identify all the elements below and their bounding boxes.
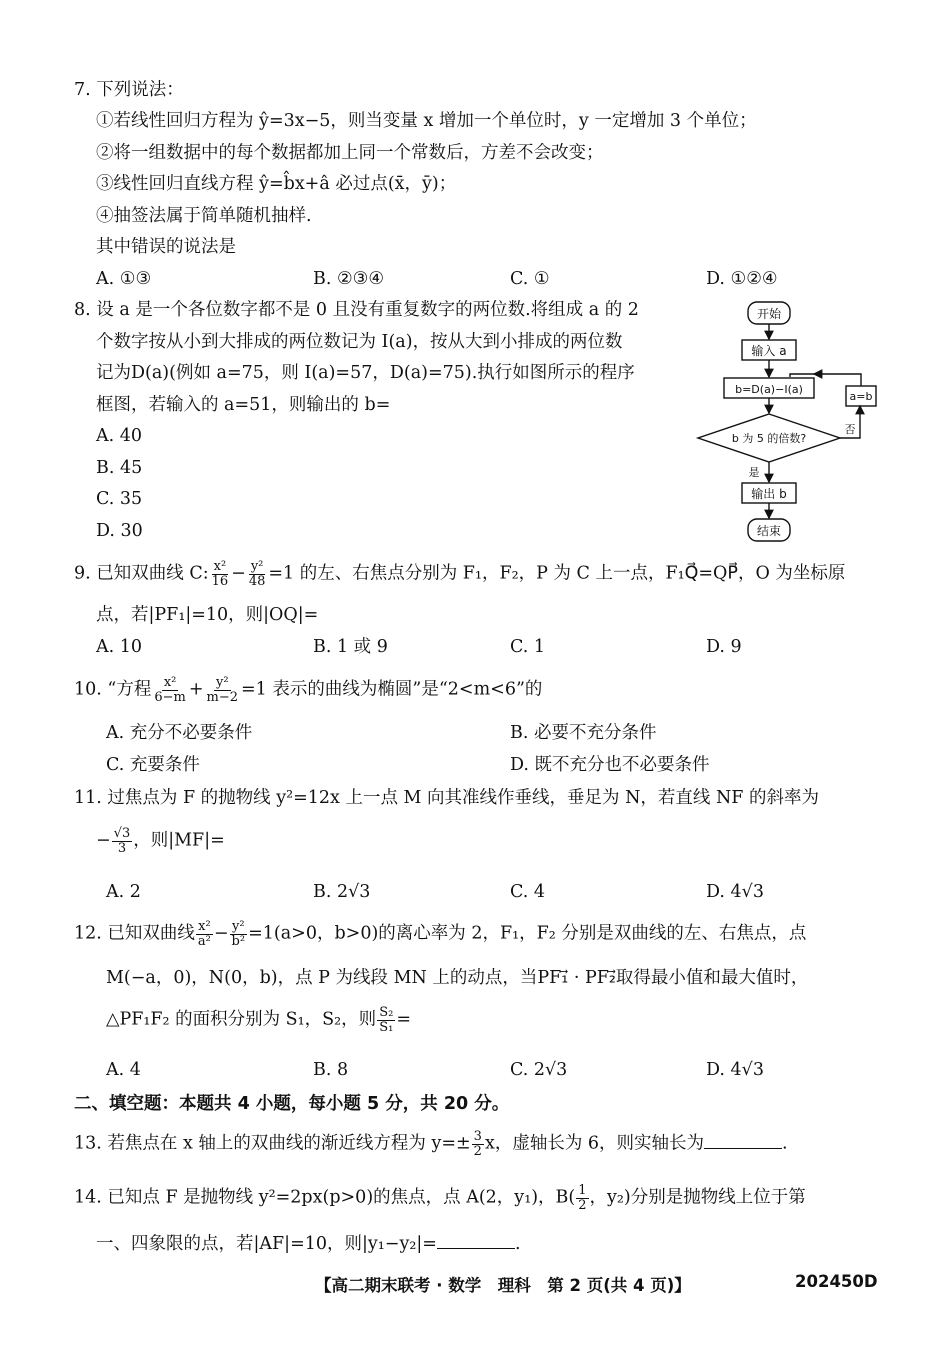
q11-option-b: B. 2√3	[313, 882, 371, 902]
q8-option-a: A. 40	[96, 426, 143, 446]
q11-option-d: D. 4√3	[706, 882, 764, 902]
q10-fraction-1: $\frac{\text{x²}}{6-m}$	[154, 675, 186, 705]
q11-line-1: 11. 过焦点为 F 的抛物线 y²=12x 上一点 M 向其准线作垂线，垂足为 N，若直线 NF 的斜率为	[74, 788, 819, 808]
flow-start-label: 开始	[756, 307, 782, 321]
q12-option-c: C. 2√3	[510, 1060, 568, 1080]
q14-fraction: $\frac{1}{2}$	[578, 1183, 587, 1213]
flow-end-label: 结束	[756, 524, 782, 538]
q8-flowchart	[690, 292, 890, 552]
q7-option-d: D. ①②④	[706, 269, 778, 289]
q10-option-c: C. 充要条件	[106, 755, 200, 775]
section-heading: 二、填空题：本题共 4 小题，每小题 5 分，共 20 分。	[74, 1094, 510, 1114]
q9-fraction-2: $\frac{\text{y²}}{48}$	[248, 559, 266, 589]
q12-line-3: △PF₁F₂ 的面积分别为 S₁，S₂，则 $\frac{\text{S₂}}{\text{S₁}}$ =	[106, 1005, 411, 1035]
q10-option-a: A. 充分不必要条件	[106, 723, 253, 743]
q11-line-2: − $\frac{√3}{3}$ ，则|MF|=	[96, 826, 225, 856]
q12-line-1: 12. 已知双曲线 $\frac{\text{x²}}{\text{a²}}$ − $\frac{\text{y²}}{\text{b²}}$ =1(a>0，b>0)的离心率为 2，F₁，F₂ 分别是双曲线的左、右焦点，点	[74, 919, 807, 949]
q7-question: 其中错误的说法是	[96, 237, 236, 257]
q12-option-b: B. 8	[313, 1060, 349, 1080]
q10-option-d: D. 既不充分也不必要条件	[510, 755, 710, 775]
q7-statement-3: ③线性回归直线方程 ŷ=b̂x+â 必过点(x̄，ȳ)；	[96, 174, 457, 194]
flow-yes-label: 是	[748, 466, 760, 479]
q7-statement-4: ④抽签法属于简单随机抽样.	[96, 206, 312, 226]
flow-decision-label: b 为 5 的倍数?	[731, 432, 807, 445]
q9-option-d: D. 9	[706, 637, 742, 657]
q12-option-d: D. 4√3	[706, 1060, 764, 1080]
q8-line-1: 8. 设 a 是一个各位数字都不是 0 且没有重复数字的两位数.将组成 a 的 2	[74, 300, 639, 320]
q11-fraction: $\frac{√3}{3}$	[113, 826, 131, 856]
q8-option-c: C. 35	[96, 489, 143, 509]
q7-option-b: B. ②③④	[313, 269, 385, 289]
q9-option-b: B. 1 或 9	[313, 637, 388, 657]
flow-input-label: 输入 a	[751, 344, 787, 358]
q12-fraction-3: $\frac{\text{S₂}}{\text{S₁}}$	[379, 1005, 394, 1035]
flow-assign-label: a=b	[849, 390, 873, 403]
exam-code: 202450D	[795, 1272, 878, 1291]
q10-fraction-2: $\frac{\text{y²}}{m-2}$	[206, 675, 239, 705]
q11-option-c: C. 4	[510, 882, 546, 902]
q13-line: 13. 若焦点在 x 轴上的双曲线的渐近线方程为 y=± $\frac{3}{2}$ x，虚轴长为 6，则实轴长为 .	[74, 1129, 788, 1159]
q12-option-a: A. 4	[106, 1060, 141, 1080]
q8-line-3: 记为D(a)(例如 a=75，则 I(a)=57，D(a)=75).执行如图所示的程序	[96, 363, 635, 383]
flow-compute-label: b=D(a)−I(a)	[735, 383, 803, 396]
q7-stem: 7. 下列说法：	[74, 80, 184, 100]
q8-option-d: D. 30	[96, 521, 143, 541]
q11-option-a: A. 2	[106, 882, 141, 902]
q8-line-4: 框图，若输入的 a=51，则输出的 b=	[96, 395, 391, 415]
q7-statement-2: ②将一组数据中的每个数据都加上同一个常数后，方差不会改变；	[96, 143, 604, 163]
q14-answer-blank[interactable]	[437, 1232, 515, 1249]
q10-option-b: B. 必要不充分条件	[510, 723, 657, 743]
q9-fraction-1: $\frac{\text{x²}}{16}$	[211, 559, 229, 589]
q9-post: =1 的左、右焦点分别为 F₁，F₂，P 为 C 上一点，F₁Q⃗=QP⃗，O 为坐标原	[268, 563, 846, 584]
q8-line-2: 个数字按从小到大排成的两位数记为 I(a)，按从大到小排成的两位数	[96, 332, 623, 352]
q9-line-2: 点，若|PF₁|=10，则|OQ|=	[96, 605, 319, 625]
q8-option-b: B. 45	[96, 458, 143, 478]
flow-output-label: 输出 b	[751, 487, 787, 501]
q7-option-a: A. ①③	[96, 269, 152, 289]
q12-fraction-1: $\frac{\text{x²}}{\text{a²}}$	[197, 919, 211, 949]
q12-line-2: M(−a，0)，N(0，b)，点 P 为线段 MN 上的动点，当PF₁⃗ · PF₂⃗取得最小值和最大值时，	[106, 968, 809, 988]
q13-fraction: $\frac{3}{2}$	[473, 1129, 482, 1159]
page-footer: 【高二期末联考 · 数学 理科 第 2 页(共 4 页)】	[315, 1276, 691, 1295]
q12-fraction-2: $\frac{\text{y²}}{\text{b²}}$	[231, 919, 246, 949]
q10-line-1: 10. “方程 $\frac{\text{x²}}{6-m}$ + $\frac{\text{y²}}{m-2}$ =1 表示的曲线为椭圆”是“2<m<6”的	[74, 675, 543, 705]
q13-answer-blank[interactable]	[704, 1132, 782, 1149]
flow-no-label: 否	[844, 423, 856, 436]
q14-line-1: 14. 已知点 F 是抛物线 y²=2px(p>0)的焦点，点 A(2，y₁)，B( $\frac{1}{2}$ ，y₂)分别是抛物线上位于第	[74, 1183, 806, 1213]
q9-pre: 9. 已知双曲线 C:	[74, 563, 209, 584]
q9-option-c: C. 1	[510, 637, 546, 657]
q14-line-2: 一、四象限的点，若|AF|=10，则|y₁−y₂|= .	[96, 1234, 521, 1254]
q9-option-a: A. 10	[96, 637, 143, 657]
q7-statement-1: ①若线性回归方程为 ŷ=3x−5，则当变量 x 增加一个单位时，y 一定增加 3 个单位；	[96, 111, 757, 131]
q7-option-c: C. ①	[510, 269, 550, 289]
q9-line-1: 9. 已知双曲线 C: $\frac{\text{x²}}{16}$ − $\frac{\text{y²}}{48}$ =1 的左、右焦点分别为 F₁，F₂，P 为 C 上一点，F₁Q⃗=QP⃗，O 为坐标原	[74, 559, 846, 589]
